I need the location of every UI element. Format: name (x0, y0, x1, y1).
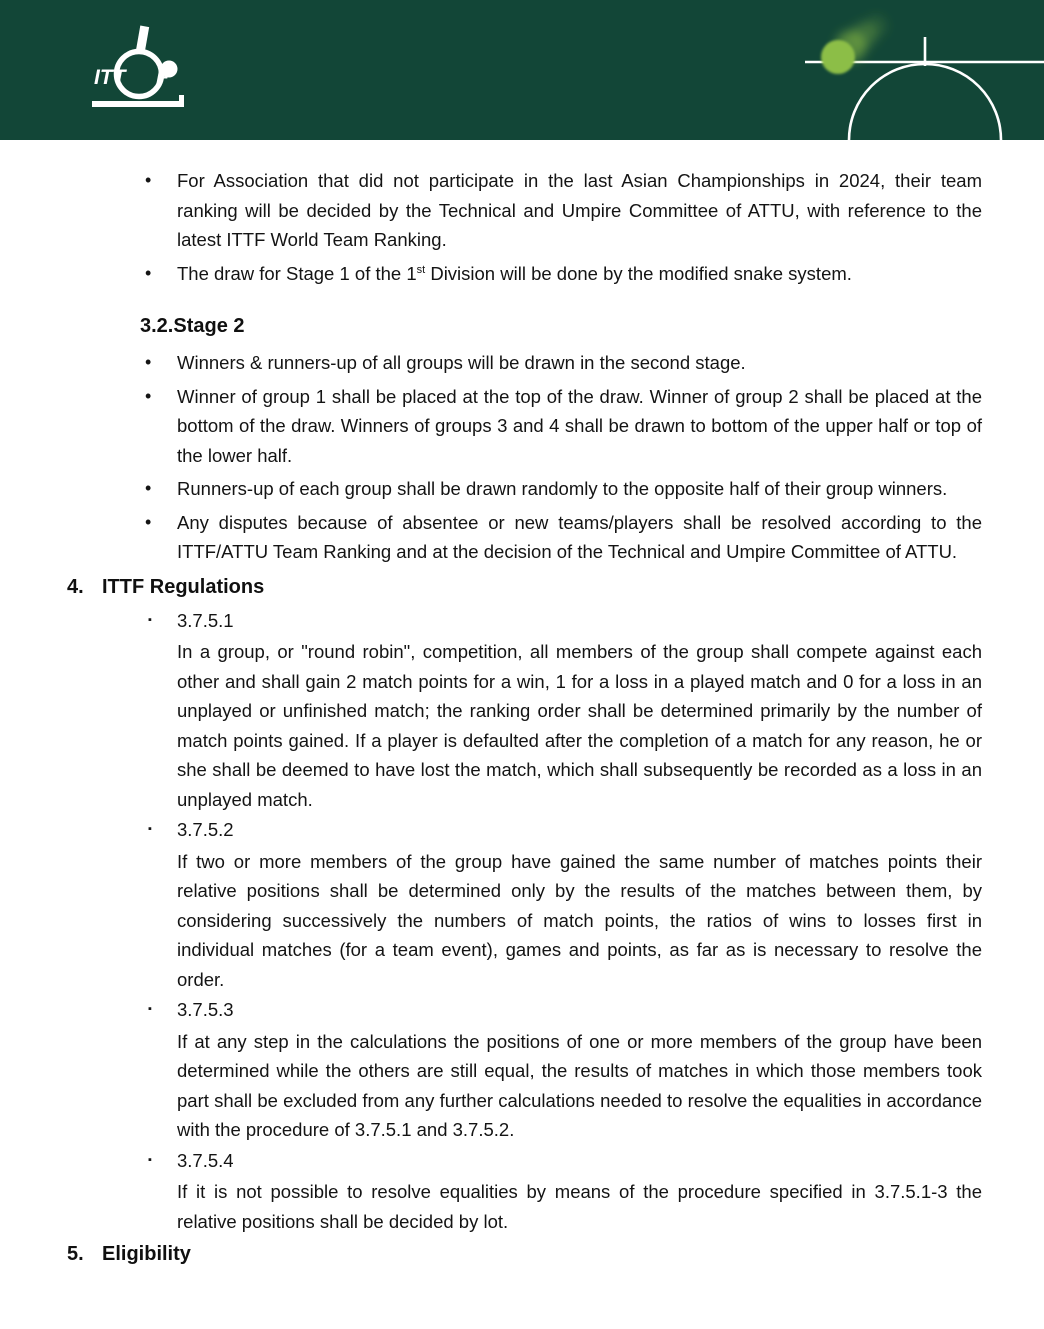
text-segment: The draw for Stage 1 of the 1 (177, 262, 417, 284)
regulation-text: If at any step in the calculations the positions of one or more members of the group have been determined while the others are still equal, the results of matches in which those members took part shall be excluded from any further calculations needed to resolve the equalities in accordance with the procedure of 3.7.5.1 and 3.7.5.2. (177, 1030, 982, 1140)
list-item (67, 166, 982, 255)
list-item (67, 382, 982, 471)
regulation-text: If two or more members of the group have gained the same number of matches points their relative positions shall be determined only by the results of the matches between them, by considering successively the numbers of match points, the ratios of wins to losses first in individual matches (for a team event), games and points, as far as is necessary to resolve the order. (177, 850, 982, 990)
paragraph: For Association that did not participate in the last Asian Championships in 2024, their team ranking will be decided by the Technical and Umpire Committee of ATTU, with reference to the latest ITTF World Team Ranking. (177, 170, 982, 250)
table-arc (849, 64, 1001, 140)
regulation-text: In a group, or "round robin", competition, all members of the group shall compete against each other and shall gain 2 match points for a win, 1 for a loss in a played match and 0 for a loss in an unplayed or unfinished match; the ranking order shall be determined primarily by the number of match points gained. If a player is defaulted after the completion of a match for any reason, he or she shall be deemed to have lost the match, which shall subsequently be recorded as a loss in an unplayed match. (177, 641, 982, 810)
square-bullet-icon: ▪ (148, 1003, 152, 1015)
bullet-icon: • (145, 478, 152, 498)
section-heading-eligibility (67, 1240, 982, 1269)
regulation-text: If it is not possible to resolve equalities by means of the procedure specified in 3.7.5.1-3 the relative positions shall be decided by lot. (177, 1181, 982, 1232)
section-heading-stage2: 3.2.Stage 2 (140, 315, 245, 337)
page-header (0, 0, 1044, 140)
list-item (67, 606, 982, 636)
paragraph: Runners-up of each group shall be drawn randomly to the opposite half of their group winners. (177, 478, 948, 499)
paragraph: Winners & runners-up of all groups will be drawn in the second stage. (177, 352, 746, 373)
bullet-icon: • (145, 262, 152, 283)
regulation-number: 3.7.5.3 (177, 999, 234, 1020)
square-bullet-icon: ▪ (148, 823, 152, 835)
section-title: ITTF Regulations (102, 575, 265, 598)
bullet-icon: • (145, 170, 152, 190)
paragraph (177, 259, 982, 289)
superscript-st: st (416, 263, 426, 276)
section-number: 4. (67, 575, 84, 598)
ittf-logo (90, 22, 190, 114)
paragraph: Any disputes because of absentee or new teams/players shall be resolved according to the ITTF/ATTU Team Ranking and at the decision of the Technical and Umpire Committee of ATTU. (177, 511, 982, 562)
list-item (67, 1146, 982, 1176)
regulation-number: 3.7.5.4 (177, 1149, 234, 1171)
logo-text-f: F (156, 66, 169, 89)
list-item (67, 508, 982, 567)
list-item (67, 474, 982, 504)
list-item (67, 815, 982, 845)
ball-icon (821, 40, 855, 74)
bullet-icon: • (145, 511, 152, 532)
bullet-icon: • (145, 385, 152, 406)
regulation-number: 3.7.5.2 (177, 819, 234, 840)
header-decoration (760, 0, 1044, 140)
square-bullet-icon: ▪ (148, 613, 152, 626)
section-title: Eligibility (102, 1243, 191, 1265)
text-segment: Division will be done by the modified snake system. (425, 262, 852, 284)
document-body (0, 140, 1044, 1269)
paragraph: Winner of group 1 shall be placed at the top of the draw. Winner of group 2 shall be placed at the bottom of the draw. Winners of groups 3 and 4 shall be drawn to bottom of the upper half or top of the lower half. (177, 385, 982, 466)
list-item (67, 259, 982, 289)
section-heading-regulations (67, 573, 982, 602)
list-item (67, 995, 982, 1025)
square-bullet-icon: ▪ (148, 1153, 152, 1166)
regulation-number: 3.7.5.1 (177, 609, 234, 631)
section-number: 5. (67, 1243, 84, 1265)
bullet-icon: • (145, 352, 152, 372)
logo-text-itt: ITT (94, 66, 126, 89)
list-item (67, 348, 982, 378)
